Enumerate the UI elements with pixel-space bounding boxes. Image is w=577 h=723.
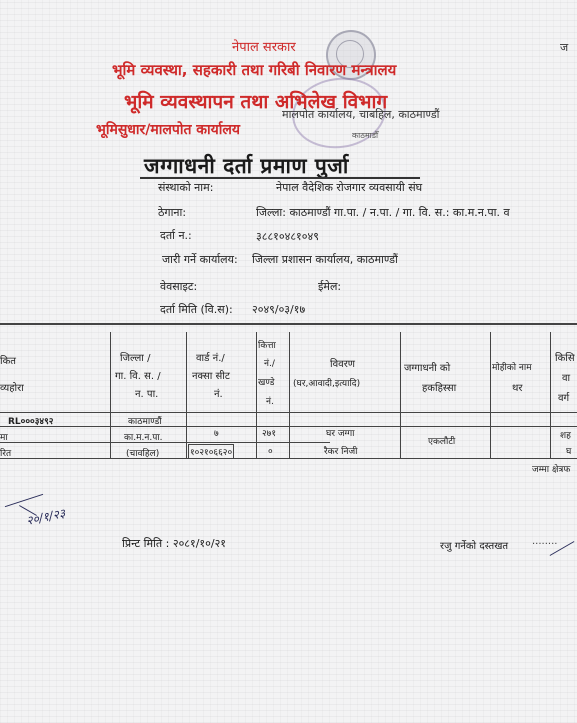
row-sheet: १०२१०६६२० (188, 444, 234, 459)
row-edge-1: शह (560, 431, 571, 441)
office-location: मालपोत कार्यालय, चाबहिल, काठमाण्डौं (282, 108, 440, 121)
reg-value: ३८८१०४८१०४९ (256, 230, 319, 243)
row-left-3: रित (0, 449, 12, 459)
reg-label: दर्ता न.: (160, 229, 192, 242)
table-col-divider-1 (110, 332, 111, 458)
print-date: प्रिन्ट मिति : २०८१/१०/२१ (122, 537, 227, 550)
row-place: (चावहिल) (126, 449, 160, 459)
department-name: भूमि व्यवस्थापन तथा अभिलेख विभाग (124, 91, 388, 113)
row-plot: २७१ (262, 429, 277, 439)
header-district-3: न. पा. (135, 389, 159, 400)
row-ward: ७ (214, 429, 219, 439)
header-district-2: गा. वि. स. / (115, 371, 161, 382)
header-owner-1: जग्गाधनी को (404, 363, 451, 374)
row-khande: ० (268, 447, 273, 457)
issuing-office-label: जारी गर्ने कार्यालय: (162, 253, 238, 266)
header-plot-1: कित्ता (258, 341, 276, 351)
table-col-divider-5 (400, 332, 401, 458)
header-desc-1: विवरण (330, 359, 356, 370)
table-col-divider-6 (490, 332, 491, 458)
title-underline (140, 177, 420, 179)
checker-signature-dots: ........ (532, 536, 558, 547)
row-edge-2: घ (566, 447, 572, 457)
header-plot-2: नं./ (264, 359, 275, 369)
table-col-divider-7 (550, 332, 551, 458)
header-ward-2: नक्सा सीट (192, 371, 230, 382)
header-plot-4: नं. (266, 397, 274, 407)
reg-date-value: २०४९/०३/१७ (252, 303, 306, 316)
org-label: संस्थाको नाम: (158, 181, 214, 194)
header-edge-2: वा (562, 373, 571, 384)
row-share: एकलौटी (428, 437, 456, 447)
ministry-name: भूमि व्यवस्था, सहकारी तथा गरिबी निवारण मन्त्रालय (112, 61, 397, 79)
row-vdc: का.म.न.पा. (124, 433, 163, 443)
office-name: भूमिसुधार/मालपोत कार्यालय (96, 122, 241, 138)
address-label: ठेगाना: (158, 206, 187, 219)
row-total: जम्मा क्षेत्रफ (532, 465, 571, 475)
header-edge-1: किसि (555, 353, 575, 364)
header-ward-1: वार्ड नं./ (196, 353, 225, 364)
table-top-border (0, 323, 577, 325)
table-col-divider-2 (186, 332, 187, 458)
header-edge-3: वर्ग (558, 393, 570, 404)
address-value: जिल्ला: काठमाण्डौं गा.पा. / न.पा. / गा. वि. स.: का.म.न.पा. व (256, 206, 510, 219)
table-total-border (518, 458, 577, 459)
website-label: वेवसाइट: (160, 280, 198, 293)
header-district-1: जिल्ला / (120, 353, 151, 364)
row-desc-1: घर जग्गा (326, 429, 355, 439)
header-wyahora-fragment: व्यहोरा (0, 383, 24, 394)
row-code: RL०००३४९२ (8, 417, 54, 427)
signature-date: २०/१/२३ (25, 506, 67, 528)
header-tenant-1: मोहीको नाम (492, 363, 532, 373)
signature-stroke (5, 494, 43, 507)
header-owner-2: हकहिस्सा (422, 383, 457, 394)
header-kitta-fragment: कित (0, 356, 16, 367)
table-bottom-border (0, 458, 520, 459)
table-col-divider-4 (289, 332, 290, 458)
checker-signature-label: रजु गर्नेको दस्तखत (440, 541, 509, 552)
issuing-office-value: जिल्ला प्रशासन कार्यालय, काठमाण्डौं (252, 253, 398, 266)
row-left-2: मा (0, 433, 8, 443)
table-row-divider-2 (0, 442, 330, 443)
table-col-divider-3 (256, 332, 257, 458)
header-plot-3: खण्डे (258, 378, 275, 388)
org-value: नेपाल वैदेशिक रोजगार व्यवसायी संघ (276, 181, 423, 194)
email-label: ईमेल: (318, 280, 342, 293)
header-tenant-2: थर (512, 383, 523, 394)
reg-date-label: दर्ता मिति (वि.स): (160, 303, 233, 316)
header-ward-3: नं. (214, 389, 223, 400)
certificate-title: जग्गाधनी दर्ता प्रमाण पुर्जा (144, 154, 349, 178)
stamp-text: काठमाडौँ (352, 131, 379, 140)
government-name: नेपाल सरकार (232, 40, 296, 55)
row-desc-2: रैकर निजी (324, 447, 358, 457)
header-desc-2: (घर,आवादी,इत्यादि) (293, 379, 361, 389)
side-fragment: ज (560, 41, 569, 54)
row-district: काठमाण्डौं (128, 417, 162, 427)
